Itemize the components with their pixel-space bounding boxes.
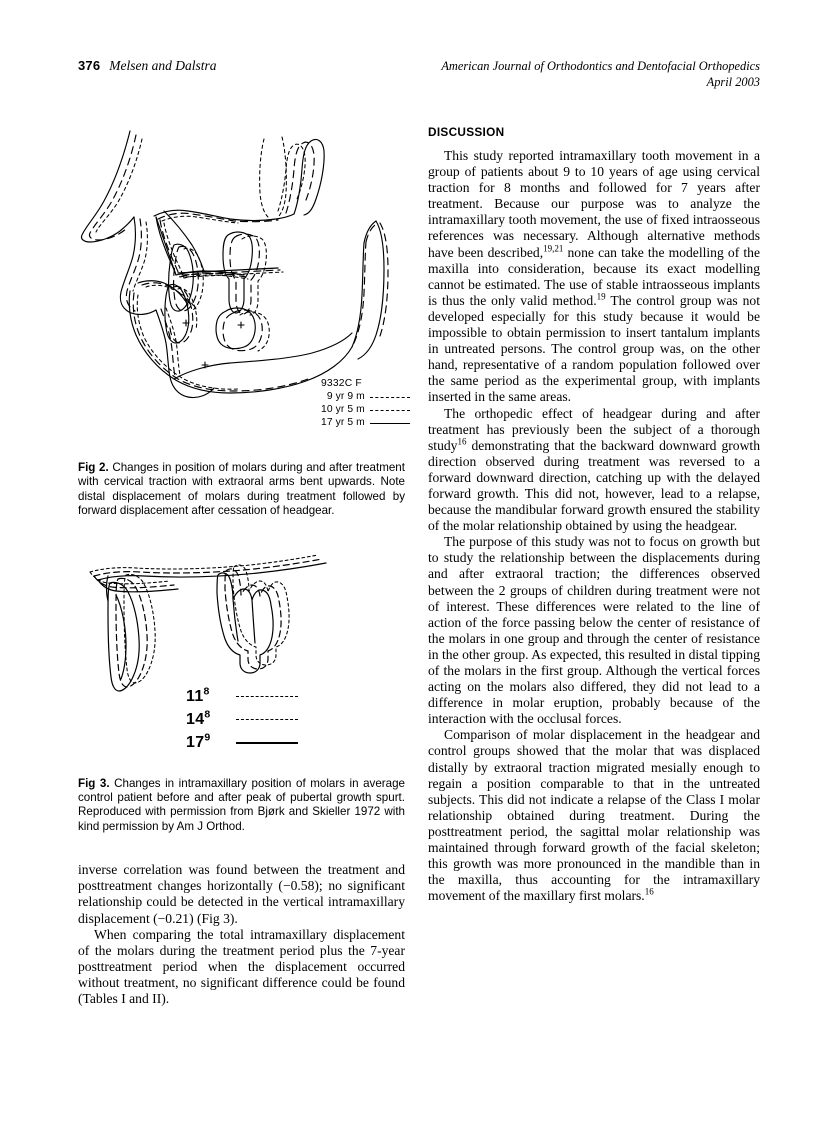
running-head-authors: Melsen and Dalstra: [109, 58, 217, 73]
journal-title: American Journal of Orthodontics and Dentofacial Orthopedics: [441, 59, 760, 73]
running-head: [78, 58, 760, 104]
citation-ref-19-21: 19,21: [543, 243, 564, 254]
figure-3-caption: [78, 777, 405, 835]
figure-2-caption-text: Changes in position of molars during and after treatment with cervical traction with extraoral arms bent upwards. Note distal displacement of molars during treatment followed by forward displacement after cessation of headgear.: [78, 461, 405, 518]
figure-3-caption-text: Changes in intramaxillary position of molars in average control patient before and after peak of pubertal growth spurt. Reproduced with permission from Bjørk and Skieller 1972 with kind permission by Am J Orthod.: [78, 776, 405, 833]
legend-label-10yr5m: 10 yr 5 m: [321, 404, 365, 415]
figure-2-legend: [321, 377, 410, 429]
discussion-heading: DISCUSSION: [428, 125, 505, 139]
figure-3-legend-row-2: [186, 708, 298, 731]
figure-2-artwork: [78, 125, 405, 443]
figure-3-legend-row-3: [186, 731, 298, 754]
legend-label-11-8: $11^8$: [186, 685, 210, 705]
figure-2-caption: [78, 461, 405, 519]
figure-2-legend-row-3: [321, 416, 410, 429]
para4-part-a: Comparison of molar displacement in the headgear and control groups showed that the molar that was displaced distally by extraoral traction migrated mesially enough to regain a position comparable to that in the untreated subjects. This did not indicate a relapse of the Class I molar relationship obtained during treatment. During the posttreatment period, the sagittal molar relationship was maintained through forward growth of the facial skeleton; this growth was more pronounced in the mandible than in the maxilla, thus accounting for the intramaxillary movement of the maxillary first molars.: [428, 727, 760, 904]
citation-ref-16-end: 16: [644, 886, 654, 897]
para2-part-b: demonstrating that the backward downward growth direction observed during treatment was reversed to a forward downward direction, catching up with the delayed forward growth. This did not, however, lead to a relapse, because the mandibular forward growth ensured the stability of the molar relationship obtained by using the headgear.: [428, 437, 760, 534]
discussion-paragraph-1: [428, 148, 760, 406]
discussion-paragraph-4: [428, 727, 760, 904]
legend-label-9yr9m: 9 yr 9 m: [326, 391, 365, 402]
figure-2: [78, 125, 405, 519]
figure-2-legend-row-2: [321, 403, 410, 416]
running-head-left: [78, 58, 217, 74]
figure-2-legend-title: 9332C F: [321, 378, 362, 389]
legend-swatch-dotted-icon: [370, 393, 410, 401]
citation-ref-19: 19: [596, 291, 606, 302]
figure-2-label: Fig 2.: [78, 461, 109, 474]
legend-swatch-dashed-icon: [370, 406, 410, 414]
running-head-right: [441, 58, 760, 90]
legend-swatch-dashed-icon: [236, 714, 298, 724]
para2-part-a: The orthopedic effect of headgear during and after treatment has previously been the subject of a thorough study: [428, 405, 760, 453]
issue-date: April 2003: [706, 75, 760, 89]
legend-swatch-solid-icon: [236, 737, 298, 747]
left-paragraph-1: inverse correlation was found between the treatment and posttreatment changes horizontally (−0.58); no significant relationship could be detected in the vertical intramaxillary displacement (−0.21) (Fig 3).: [78, 862, 405, 926]
right-column: [428, 125, 760, 904]
figure-3-legend-row-1: [186, 685, 298, 708]
discussion-paragraph-3: The purpose of this study was not to focus on growth but to study the relationship between the displacements during and after extraoral traction; the differences observed between the 2 groups of children during treatment were not of interest. These differences were related to the line of action of the force passing below the center of resistance of the molars in one group and through the center of resistance in the other group. As expected, this resulted in distal tipping of the molars in the first group. Although the vertical forces acting on the molars also differed, they did not lead to a difference in molar eruption, probably because of the interaction with the occlusal forces.: [428, 534, 760, 727]
para1-part-b: none can take the modelling of the maxilla into consideration, because its exact modelling cannot be estimated. The use of stable intraosseous implants is thus the only valid method.: [428, 244, 760, 308]
legend-label-14-8: $14^8$: [186, 708, 211, 728]
legend-label-17-9: $17^9$: [186, 731, 211, 751]
legend-swatch-solid-icon: [370, 419, 410, 427]
figure-3-label: Fig 3.: [78, 776, 110, 790]
figure-3-legend: [186, 685, 298, 754]
para1-part-c: The control group was not developed especially for this study because it would be impossible to obtain permission to insert tantalum implants in untreated persons. The control group was, on the other hand, representative of a random population followed over the same period as the experimental group, with implants inserted in the same areas.: [428, 292, 760, 405]
left-column: [78, 125, 405, 1007]
legend-label-17yr5m: 17 yr 5 m: [321, 417, 365, 428]
para1-part-a: This study reported intramaxillary tooth movement in a group of patients about 9 to 10 years of age using cervical traction for 8 months and followed for 7 years after treatment. Because our purpose was to analyze the intramaxillary tooth movement, the use of fixed intraosseous references was necessary. Although alternative methods have been described,: [428, 148, 760, 260]
figure-2-legend-row-1: [321, 390, 410, 403]
legend-swatch-dotted-icon: [236, 691, 298, 701]
figure-3-artwork: [78, 545, 405, 763]
figure-3: [78, 545, 405, 835]
citation-ref-16: 16: [457, 436, 467, 447]
discussion-paragraph-2: [428, 406, 760, 535]
page-number: 376: [78, 58, 101, 73]
left-paragraph-2: When comparing the total intramaxillary displacement of the molars during the treatment period plus the 7-year posttreatment period when the displacement occurred without treatment, no significant difference could be found (Tables I and II).: [78, 926, 405, 1006]
